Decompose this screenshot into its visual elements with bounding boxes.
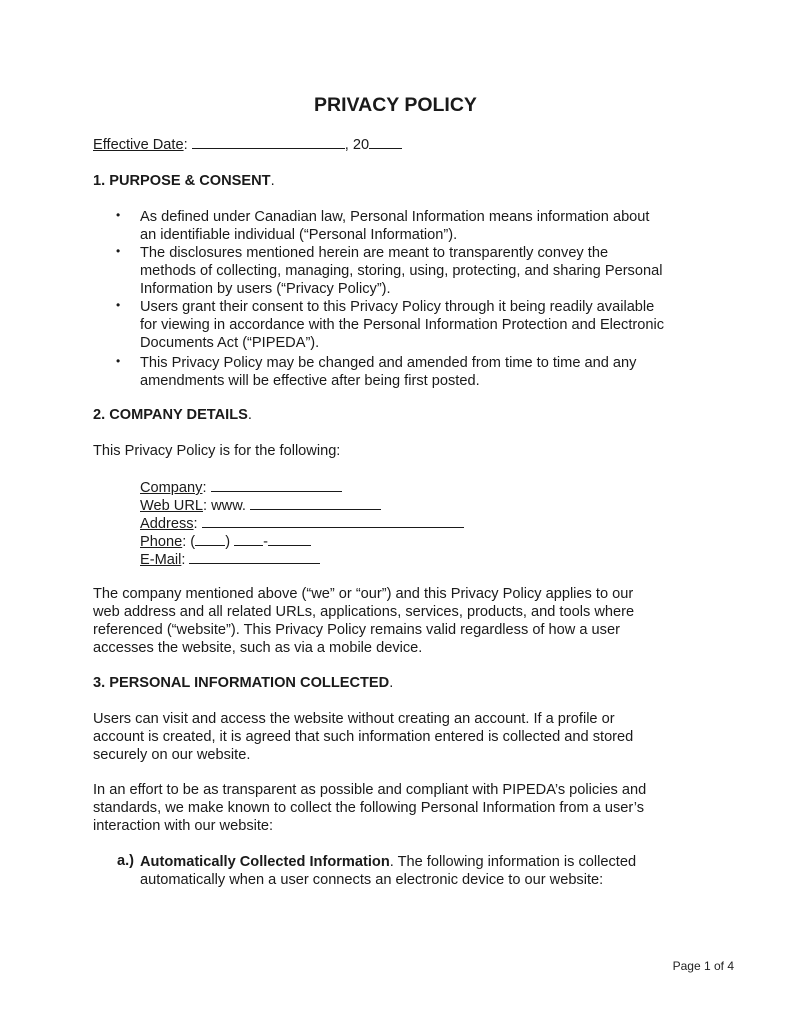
section-2-paragraph: The company mentioned above (“we” or “our”) and this Privacy Policy applies to our web address and all related URLs, applications, services, products, and tools where referenced (“website”). This Privacy Policy remains valid regardless of how a user accesses the website, such as via a mobile device. xyxy=(93,586,635,656)
company-field: Company: xyxy=(140,479,464,497)
page-number: Page 1 of 4 xyxy=(672,959,734,973)
phone-area-blank[interactable] xyxy=(195,533,225,546)
bullet-icon: • xyxy=(116,298,121,312)
effective-year-blank[interactable] xyxy=(369,136,402,149)
effective-date-label: Effective Date xyxy=(93,137,184,153)
sub-item-marker: a.) xyxy=(117,853,135,869)
web-url-blank[interactable] xyxy=(250,497,381,510)
company-fields xyxy=(140,479,464,569)
phone-line-blank[interactable] xyxy=(268,533,311,546)
section-2-intro: This Privacy Policy is for the following: xyxy=(93,443,341,459)
email-blank[interactable] xyxy=(189,551,320,564)
sub-item-a: Automatically Collected Information. The following information is collected automatically when a user connects an electronic device to our website: xyxy=(140,854,637,888)
phone-prefix-blank[interactable] xyxy=(234,533,263,546)
bullet-item: As defined under Canadian law, Personal Information means information about an identifiable individual (“Personal Information”). xyxy=(140,209,650,243)
email-field: E-Mail: xyxy=(140,551,464,569)
bullet-icon: • xyxy=(116,208,121,222)
bullet-item: This Privacy Policy may be changed and amended from time to time and any amendments will be effective after being first posted. xyxy=(140,355,637,389)
section-3-paragraph-2: In an effort to be as transparent as possible and compliant with PIPEDA’s policies and standards, we make known to collect the following Personal Information from a user’s interaction with our website: xyxy=(93,782,647,834)
bullet-icon: • xyxy=(116,244,121,258)
web-url-field: Web URL: www. xyxy=(140,497,464,515)
section-3-paragraph-1: Users can visit and access the website without creating an account. If a profile or account is created, it is agreed that such information entered is collected and stored securely on our website. xyxy=(93,711,634,763)
phone-field: Phone: ( ) - xyxy=(140,533,464,551)
section-3-heading: 3. PERSONAL INFORMATION COLLECTED. xyxy=(93,675,394,691)
bullet-item: Users grant their consent to this Privacy Policy through it being readily available for viewing in accordance with the Personal Information Protection and Electronic Documents Act (“PIPEDA”). xyxy=(140,299,665,351)
section-1-heading: 1. PURPOSE & CONSENT. xyxy=(93,173,275,189)
effective-date-blank[interactable] xyxy=(192,136,345,149)
address-field: Address: xyxy=(140,515,464,533)
effective-date-line: Effective Date: , 20 xyxy=(93,136,402,153)
bullet-item: The disclosures mentioned herein are meant to transparently convey the methods of collecting, managing, storing, using, protecting, and sharing Personal Information by users (“Privacy Policy”). xyxy=(140,245,663,297)
sub-item-title: Automatically Collected Information xyxy=(140,854,390,870)
bullet-icon: • xyxy=(116,354,121,368)
section-2-heading: 2. COMPANY DETAILS. xyxy=(93,407,252,423)
company-blank[interactable] xyxy=(211,479,342,492)
page-title: PRIVACY POLICY xyxy=(314,94,477,116)
address-blank[interactable] xyxy=(202,515,464,528)
